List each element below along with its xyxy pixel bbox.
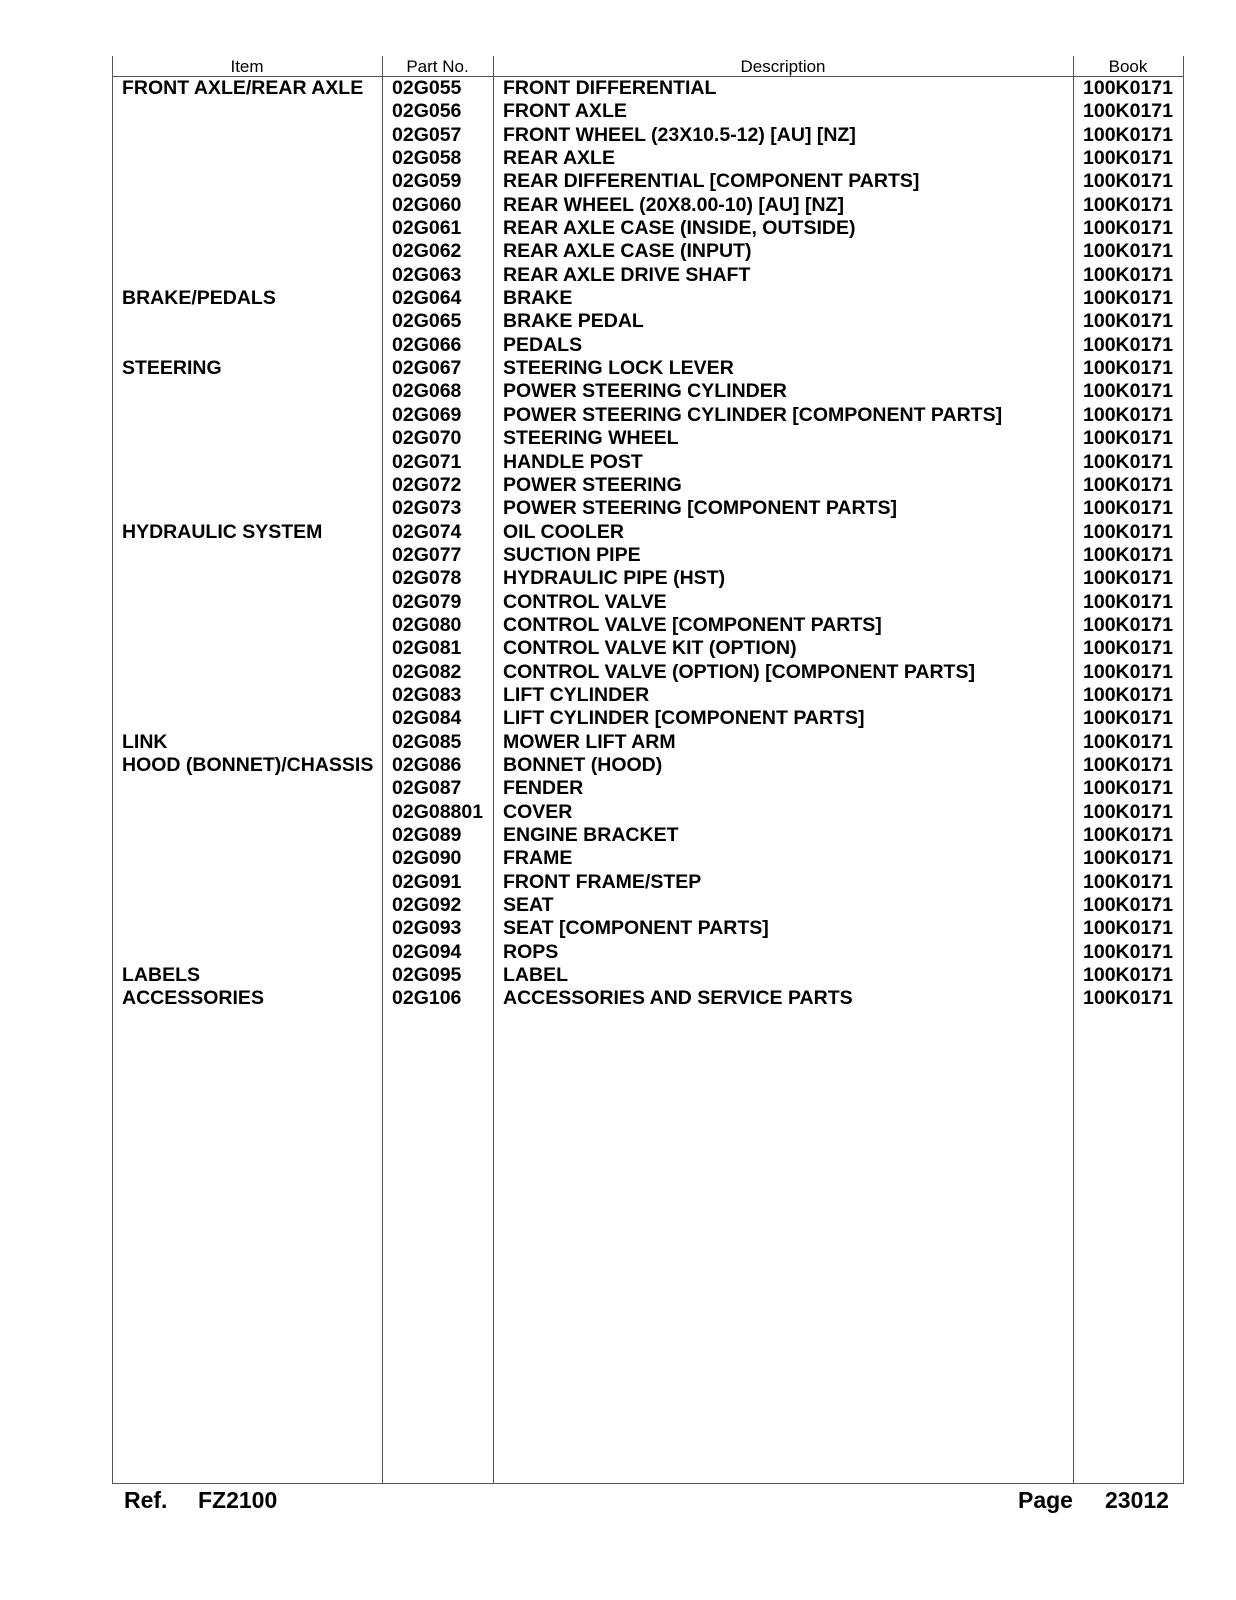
description-cell: REAR AXLE DRIVE SHAFT (503, 263, 751, 286)
table-row (112, 264, 1185, 287)
book-cell: 100K0171 (1083, 567, 1173, 590)
table-row (112, 964, 1185, 987)
part-no-cell: 02G092 (392, 894, 462, 917)
description-cell: REAR AXLE (503, 147, 615, 170)
part-no-cell: 02G061 (392, 217, 462, 240)
book-cell: 100K0171 (1083, 753, 1173, 776)
table-row (112, 474, 1185, 497)
table-row (112, 777, 1185, 800)
book-cell: 100K0171 (1083, 333, 1173, 356)
description-cell: LIFT CYLINDER (503, 683, 650, 706)
description-cell: CONTROL VALVE (OPTION) [COMPONENT PARTS] (503, 660, 975, 683)
book-cell: 100K0171 (1083, 964, 1173, 987)
table-row (112, 941, 1185, 964)
part-no-cell: 02G106 (392, 987, 462, 1010)
part-no-cell: 02G063 (392, 263, 462, 286)
book-cell: 100K0171 (1083, 100, 1173, 123)
book-cell: 100K0171 (1083, 683, 1173, 706)
item-cell: STEERING (122, 357, 222, 380)
book-cell: 100K0171 (1083, 263, 1173, 286)
table-row (112, 287, 1185, 310)
table-row (112, 847, 1185, 870)
description-cell: CONTROL VALVE (503, 590, 667, 613)
item-cell: LABELS (122, 964, 200, 987)
table-row (112, 917, 1185, 940)
header-part-no: Part No. (406, 57, 469, 76)
description-cell: SUCTION PIPE (503, 543, 641, 566)
part-no-cell: 02G082 (392, 660, 462, 683)
book-cell: 100K0171 (1083, 800, 1173, 823)
part-no-cell: 02G093 (392, 917, 462, 940)
description-cell: LIFT CYLINDER [COMPONENT PARTS] (503, 707, 865, 730)
book-cell: 100K0171 (1083, 473, 1173, 496)
table-row (112, 731, 1185, 754)
parts-index-table (112, 56, 1185, 1484)
table-row (112, 824, 1185, 847)
part-no-cell: 02G081 (392, 637, 462, 660)
book-cell: 100K0171 (1083, 543, 1173, 566)
description-cell: REAR AXLE CASE (INPUT) (503, 240, 752, 263)
book-cell: 100K0171 (1083, 870, 1173, 893)
item-cell: BRAKE/PEDALS (122, 287, 276, 310)
part-no-cell: 02G059 (392, 170, 462, 193)
table-row (112, 124, 1185, 147)
description-cell: PEDALS (503, 333, 583, 356)
book-cell: 100K0171 (1083, 707, 1173, 730)
table-row (112, 334, 1185, 357)
part-no-cell: 02G066 (392, 333, 462, 356)
part-no-cell: 02G057 (392, 123, 462, 146)
part-no-cell: 02G072 (392, 473, 462, 496)
book-cell: 100K0171 (1083, 520, 1173, 543)
table-row (112, 661, 1185, 684)
description-cell: MOWER LIFT ARM (503, 730, 676, 753)
book-cell: 100K0171 (1083, 123, 1173, 146)
book-cell: 100K0171 (1083, 193, 1173, 216)
table-row (112, 170, 1185, 193)
table-row (112, 194, 1185, 217)
description-cell: HANDLE POST (503, 450, 643, 473)
part-no-cell: 02G084 (392, 707, 462, 730)
book-cell: 100K0171 (1083, 240, 1173, 263)
part-no-cell: 02G070 (392, 427, 462, 450)
description-cell: POWER STEERING (503, 473, 682, 496)
bottom-rule (112, 1483, 1184, 1484)
table-row (112, 707, 1185, 730)
table-row (112, 310, 1185, 333)
part-no-cell: 02G090 (392, 847, 462, 870)
book-cell: 100K0171 (1083, 660, 1173, 683)
book-cell: 100K0171 (1083, 427, 1173, 450)
table-row (112, 894, 1185, 917)
part-no-cell: 02G094 (392, 940, 462, 963)
table-row (112, 871, 1185, 894)
part-no-cell: 02G074 (392, 520, 462, 543)
table-row (112, 77, 1185, 100)
table-row (112, 637, 1185, 660)
header-book: Book (1108, 57, 1148, 76)
description-cell: REAR WHEEL (20X8.00-10) [AU] [NZ] (503, 193, 844, 216)
description-cell: POWER STEERING [COMPONENT PARTS] (503, 497, 897, 520)
description-cell: STEERING WHEEL (503, 427, 679, 450)
header-item: Item (230, 57, 264, 76)
description-cell: HYDRAULIC PIPE (HST) (503, 567, 726, 590)
table-row (112, 404, 1185, 427)
book-cell: 100K0171 (1083, 170, 1173, 193)
book-cell: 100K0171 (1083, 287, 1173, 310)
description-cell: REAR AXLE CASE (INSIDE, OUTSIDE) (503, 217, 856, 240)
table-row (112, 147, 1185, 170)
description-cell: FRONT WHEEL (23X10.5-12) [AU] [NZ] (503, 123, 856, 146)
header-description: Description (740, 57, 826, 76)
book-cell: 100K0171 (1083, 824, 1173, 846)
part-no-cell: 02G083 (392, 683, 462, 706)
part-no-cell: 02G091 (392, 870, 462, 893)
footer-page-number: 23012 (1105, 1487, 1169, 1513)
table-row (112, 591, 1185, 614)
description-cell: REAR DIFFERENTIAL [COMPONENT PARTS] (503, 170, 920, 193)
footer-ref-label: Ref. (124, 1487, 168, 1513)
description-cell: FRONT FRAME/STEP (503, 870, 702, 893)
book-cell: 100K0171 (1083, 613, 1173, 636)
description-cell: FRONT DIFFERENTIAL (503, 77, 717, 99)
table-row (112, 451, 1185, 474)
part-no-cell: 02G089 (392, 824, 462, 846)
item-cell: ACCESSORIES (122, 987, 264, 1010)
part-no-cell: 02G067 (392, 357, 462, 380)
description-cell: BONNET (HOOD) (503, 753, 663, 776)
description-cell: FENDER (503, 777, 584, 800)
description-cell: SEAT (503, 894, 554, 917)
table-row (112, 614, 1185, 637)
book-cell: 100K0171 (1083, 310, 1173, 333)
description-cell: FRAME (503, 847, 573, 870)
part-no-cell: 02G068 (392, 380, 462, 403)
description-cell: SEAT [COMPONENT PARTS] (503, 917, 769, 940)
description-cell: ENGINE BRACKET (503, 824, 679, 846)
part-no-cell: 02G060 (392, 193, 462, 216)
description-cell: BRAKE PEDAL (503, 310, 644, 333)
table-row (112, 357, 1185, 380)
book-cell: 100K0171 (1083, 894, 1173, 917)
description-cell: STEERING LOCK LEVER (503, 357, 734, 380)
part-no-cell: 02G058 (392, 147, 462, 170)
item-cell: LINK (122, 730, 168, 753)
table-row (112, 544, 1185, 567)
book-cell: 100K0171 (1083, 847, 1173, 870)
description-cell: POWER STEERING CYLINDER (503, 380, 787, 403)
table-row (112, 497, 1185, 520)
description-cell: LABEL (503, 964, 568, 987)
book-cell: 100K0171 (1083, 637, 1173, 660)
book-cell: 100K0171 (1083, 940, 1173, 963)
description-cell: ACCESSORIES AND SERVICE PARTS (503, 987, 853, 1010)
book-cell: 100K0171 (1083, 380, 1173, 403)
book-cell: 100K0171 (1083, 357, 1173, 380)
book-cell: 100K0171 (1083, 730, 1173, 753)
footer-ref-value: FZ2100 (198, 1487, 278, 1513)
description-cell: FRONT AXLE (503, 100, 627, 123)
part-no-cell: 02G073 (392, 497, 462, 520)
description-cell: POWER STEERING CYLINDER [COMPONENT PARTS] (503, 403, 1003, 426)
description-cell: CONTROL VALVE KIT (OPTION) (503, 637, 797, 660)
part-no-cell: 02G064 (392, 287, 462, 310)
table-row (112, 521, 1185, 544)
table-row (112, 240, 1185, 263)
description-cell: COVER (503, 800, 573, 823)
part-no-cell: 02G071 (392, 450, 462, 473)
table-body (112, 77, 1185, 1011)
book-cell: 100K0171 (1083, 403, 1173, 426)
table-row (112, 567, 1185, 590)
item-cell: HOOD (BONNET)/CHASSIS (122, 753, 374, 776)
book-cell: 100K0171 (1083, 217, 1173, 240)
part-no-cell: 02G065 (392, 310, 462, 333)
table-row (112, 754, 1185, 777)
book-cell: 100K0171 (1083, 917, 1173, 940)
book-cell: 100K0171 (1083, 987, 1173, 1010)
item-cell: FRONT AXLE/REAR AXLE (122, 77, 364, 99)
book-cell: 100K0171 (1083, 497, 1173, 520)
description-cell: CONTROL VALVE [COMPONENT PARTS] (503, 613, 882, 636)
table-row (112, 380, 1185, 403)
book-cell: 100K0171 (1083, 777, 1173, 800)
book-cell: 100K0171 (1083, 450, 1173, 473)
part-no-cell: 02G062 (392, 240, 462, 263)
table-row (112, 801, 1185, 824)
part-no-cell: 02G056 (392, 100, 462, 123)
description-cell: ROPS (503, 940, 559, 963)
part-no-cell: 02G077 (392, 543, 462, 566)
book-cell: 100K0171 (1083, 77, 1173, 99)
part-no-cell: 02G085 (392, 730, 462, 753)
footer-page-label: Page (1018, 1487, 1073, 1513)
table-row (112, 100, 1185, 123)
table-row (112, 987, 1185, 1010)
part-no-cell: 02G087 (392, 777, 462, 800)
part-no-cell: 02G078 (392, 567, 462, 590)
description-cell: OIL COOLER (503, 520, 624, 543)
part-no-cell: 02G069 (392, 403, 462, 426)
part-no-cell: 02G079 (392, 590, 462, 613)
item-cell: HYDRAULIC SYSTEM (122, 520, 323, 543)
table-row (112, 217, 1185, 240)
part-no-cell: 02G08801 (392, 800, 484, 823)
part-no-cell: 02G086 (392, 753, 462, 776)
part-no-cell: 02G095 (392, 964, 462, 987)
part-no-cell: 02G055 (392, 77, 462, 99)
part-no-cell: 02G080 (392, 613, 462, 636)
book-cell: 100K0171 (1083, 147, 1173, 170)
description-cell: BRAKE (503, 287, 573, 310)
table-row (112, 427, 1185, 450)
table-row (112, 684, 1185, 707)
book-cell: 100K0171 (1083, 590, 1173, 613)
